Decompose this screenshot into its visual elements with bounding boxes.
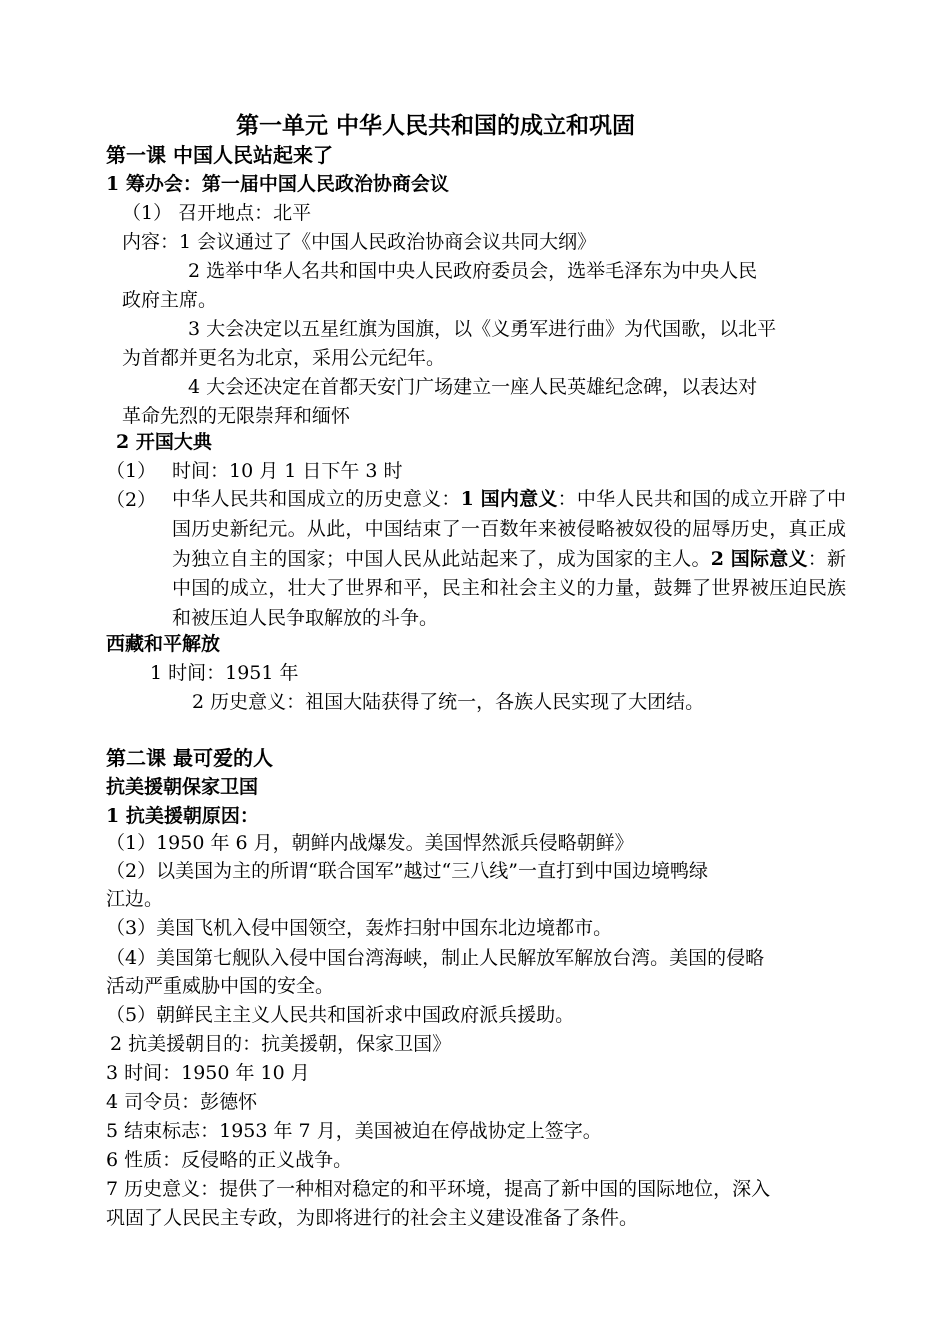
international-meaning-label: 2 国际意义 xyxy=(710,547,808,570)
unit-title: 第一单元 中华人民共和国的成立和巩固 xyxy=(236,112,636,139)
reason-1: （1）1950 年 6 月，朝鲜内战爆发。美国悍然派兵侵略朝鲜》 xyxy=(106,832,634,854)
meeting-content-3-cont: 为首都并更名为北京，采用公元纪年。 xyxy=(122,347,446,369)
meeting-content-4-cont: 革命先烈的无限崇拜和缅怀 xyxy=(122,405,351,427)
meeting-content-4: 4 大会还决定在首都天安门广场建立一座人民英雄纪念碑，以表达对 xyxy=(188,376,758,398)
tibet-heading: 西藏和平解放 xyxy=(106,633,221,655)
domestic-meaning-label: 1 国内意义 xyxy=(460,488,558,510)
war-nature: 6 性质：反侵略的正义战争。 xyxy=(106,1149,353,1171)
international-meaning-text: ：新中国的成立，壮大了世界和平，民主和社会主义的力量，鼓舞了世界被压迫民族和被压迫人民争取解放的斗争。 xyxy=(172,547,846,630)
domestic-meaning-text: ：中华人民共和国的成立开辟了中国历史新纪元。从此，中国结束了一百数年来被侵略被奴役的屈辱历史，真正成为独立自主的国家；中国人民从此站起来了，成为国家的主人。 xyxy=(172,488,846,570)
meeting-content-3: 3 大会决定以五星红旗为国旗，以《义勇军进行曲》为代国歌，以北平 xyxy=(188,318,777,340)
meeting-place: （1） 召开地点：北平 xyxy=(122,202,312,224)
reason-5: （5）朝鲜民主主义人民共和国祈求中国政府派兵援助。 xyxy=(106,1004,575,1026)
tibet-meaning: 2 历史意义：祖国大陆获得了统一，各族人民实现了大团结。 xyxy=(192,691,705,713)
war-meaning: 7 历史意义：提供了一种相对稳定的和平环境，提高了新中国的国际地位，深入 xyxy=(106,1178,771,1200)
war-commander: 4 司令员：彭德怀 xyxy=(106,1091,258,1113)
war-time: 3 时间：1950 年 10 月 xyxy=(106,1062,310,1084)
reason-4-cont: 活动严重威胁中国的安全。 xyxy=(106,975,335,997)
meeting-content-2: 2 选举中华人名共和国中央人民政府委员会，选举毛泽东为中央人民 xyxy=(188,260,758,282)
section2-heading: 2 开国大典 xyxy=(116,431,212,453)
ceremony-meaning-number: （2） xyxy=(106,489,157,511)
war-end: 5 结束标志：1953 年 7 月，美国被迫在停战协定上签字。 xyxy=(106,1120,602,1142)
reason-4: （4）美国第七舰队入侵中国台湾海峡，制止人民解放军解放台湾。美国的侵略 xyxy=(106,947,765,969)
ceremony-time: 时间：10 月 1 日下午 3 时 xyxy=(172,460,403,482)
lesson2-title: 第二课 最可爱的人 xyxy=(106,746,273,770)
meeting-content-2-cont: 政府主席。 xyxy=(122,289,218,311)
reason-3: （3）美国飞机入侵中国领空，轰炸扫射中国东北边境都市。 xyxy=(106,917,613,939)
ceremony-time-number: （1） xyxy=(106,460,157,482)
meaning-intro: 中华人民共和国成立的历史意义： xyxy=(172,488,461,510)
war-meaning-cont: 巩固了人民民主专政，为即将进行的社会主义建设准备了条件。 xyxy=(106,1207,639,1229)
tibet-time: 1 时间：1951 年 xyxy=(150,662,299,684)
lesson2-topic: 抗美援朝保家卫国 xyxy=(106,776,259,798)
war-purpose: 2 抗美援朝目的：抗美援朝，保家卫国》 xyxy=(110,1033,452,1055)
reason-2: （2）以美国为主的所谓“联合国军”越过“三八线”一直打到中国边境鸭绿 xyxy=(106,860,708,882)
reason-2-cont: 江边。 xyxy=(106,888,164,910)
reasons-heading: 1 抗美援朝原因： xyxy=(106,805,259,827)
ceremony-meaning-paragraph xyxy=(172,485,846,634)
lesson1-title: 第一课 中国人民站起来了 xyxy=(106,143,333,167)
meeting-content-1: 内容：1 会议通过了《中国人民政治协商会议共同大纲》 xyxy=(122,231,597,253)
section1-heading: 1 筹办会：第一届中国人民政治协商会议 xyxy=(106,173,449,195)
